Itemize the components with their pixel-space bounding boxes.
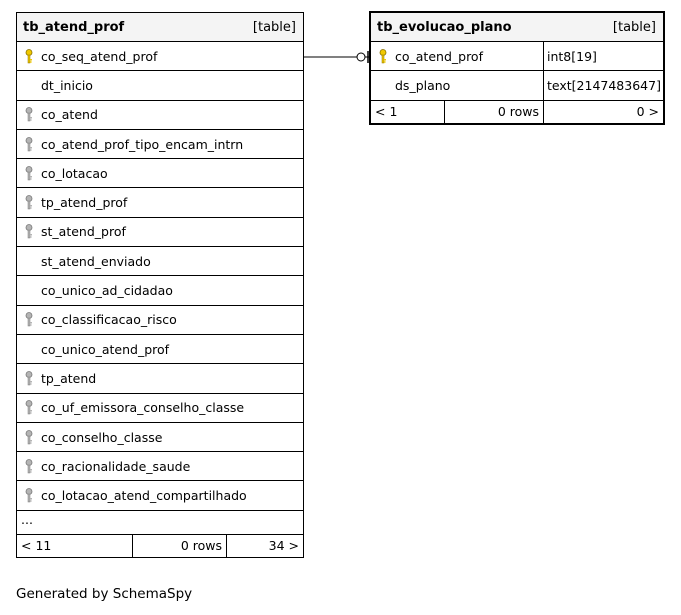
foreign-key-icon [17,394,41,422]
row-count: 0 rows [133,535,227,557]
foreign-key-icon [17,130,41,158]
column-row[interactable] [17,423,303,452]
foreign-key-icon [17,423,41,451]
column-row[interactable] [17,188,303,217]
column-name: co_seq_atend_prof [41,48,158,64]
parents-count[interactable]: < 1 [371,101,445,123]
column-row[interactable] [17,71,303,100]
column-name: ds_plano [395,77,451,93]
column-row[interactable] [17,306,303,335]
table-name[interactable]: tb_atend_prof [23,19,125,35]
more-columns-ellipsis: ... [17,511,303,535]
column-row[interactable] [17,394,303,423]
children-count[interactable]: 34 > [268,538,299,554]
column-row[interactable] [17,42,303,71]
table-tb-evolucao-plano[interactable] [369,11,665,125]
foreign-key-icon [17,306,41,334]
column-name: co_racionalidade_saude [41,458,191,474]
no-key-slot [17,71,41,99]
column-name: co_classificacao_risco [41,312,177,328]
edge-zero-optional-marker [357,53,365,61]
column-row[interactable] [17,247,303,276]
generated-by-footer: Generated by SchemaSpy [16,586,193,602]
table-tb-atend-prof[interactable] [16,12,304,558]
column-name: co_atend_prof_tipo_encam_intrn [41,136,244,152]
foreign-key-icon [17,159,41,187]
children-count[interactable]: 0 > [636,104,659,120]
table-name[interactable]: tb_evolucao_plano [377,19,512,35]
column-datatype: int8[19] [547,48,597,64]
column-row[interactable] [17,452,303,481]
table-header [371,13,663,42]
foreign-key-icon [17,481,41,509]
column-row[interactable] [17,364,303,393]
primary-key-icon [371,42,395,70]
table-type-label: [table] [252,19,296,35]
column-datatype: text[2147483647] [547,77,661,93]
column-name: st_atend_enviado [41,253,151,269]
column-row[interactable] [17,481,303,510]
column-name: tp_atend_prof [41,195,128,211]
column-row[interactable] [17,130,303,159]
no-key-slot [17,335,41,363]
column-name: co_atend [41,107,98,123]
column-name: co_unico_ad_cidadao [41,283,173,299]
no-key-slot [371,71,395,99]
table-header [17,13,303,42]
column-row[interactable] [17,159,303,188]
table-footer [17,535,303,557]
row-count: 0 rows [445,101,544,123]
table-type-label: [table] [612,19,656,35]
no-key-slot [17,276,41,304]
column-row[interactable] [371,42,663,71]
foreign-key-icon [17,452,41,480]
column-row[interactable] [17,276,303,305]
table-footer [371,101,663,123]
column-name: co_atend_prof [395,48,483,64]
column-row[interactable] [17,218,303,247]
foreign-key-icon [17,218,41,246]
parents-count[interactable]: < 11 [17,535,133,557]
foreign-key-icon [17,101,41,129]
column-row[interactable] [17,335,303,364]
column-name: co_conselho_classe [41,429,163,445]
foreign-key-icon [17,364,41,392]
column-row[interactable] [371,71,663,100]
column-name: st_atend_prof [41,224,126,240]
column-name: co_lotacao [41,165,108,181]
primary-key-icon [17,42,41,70]
no-key-slot [17,247,41,275]
column-name: co_unico_atend_prof [41,341,170,357]
column-row[interactable] [17,101,303,130]
column-name: co_uf_emissora_conselho_classe [41,400,245,416]
column-name: tp_atend [41,370,97,386]
column-name: co_lotacao_atend_compartilhado [41,488,247,504]
foreign-key-icon [17,188,41,216]
column-name: dt_inicio [41,77,93,93]
